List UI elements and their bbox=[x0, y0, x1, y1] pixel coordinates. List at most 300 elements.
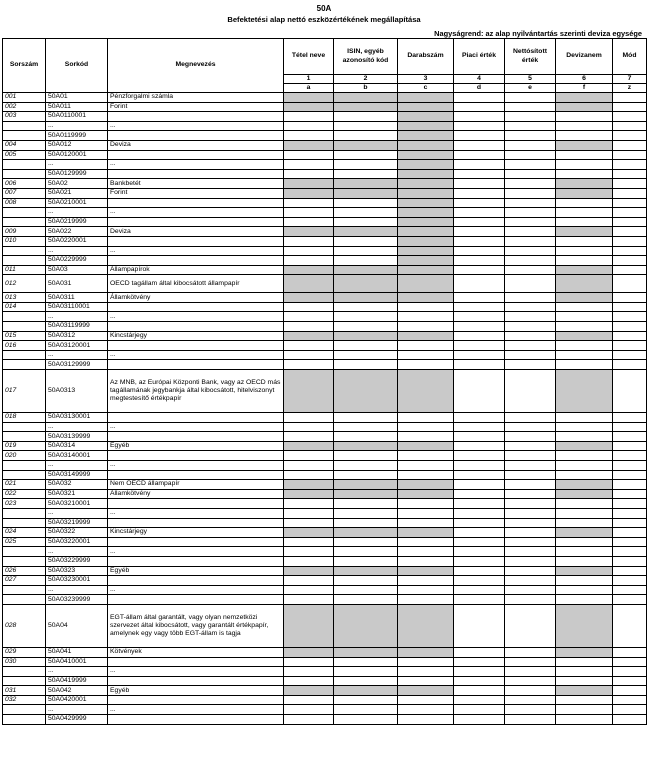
input-cell[interactable] bbox=[284, 508, 334, 518]
input-cell[interactable] bbox=[556, 705, 613, 715]
input-cell[interactable] bbox=[613, 179, 647, 189]
input-cell[interactable] bbox=[505, 150, 556, 160]
input-cell[interactable] bbox=[398, 576, 454, 586]
input-cell[interactable] bbox=[556, 518, 613, 528]
input-cell[interactable] bbox=[613, 499, 647, 509]
input-cell[interactable] bbox=[613, 236, 647, 246]
input-cell[interactable] bbox=[556, 236, 613, 246]
input-cell[interactable] bbox=[613, 169, 647, 179]
input-cell[interactable] bbox=[556, 695, 613, 705]
input-cell[interactable] bbox=[454, 585, 505, 595]
input-cell[interactable] bbox=[334, 547, 398, 557]
input-cell[interactable] bbox=[284, 198, 334, 208]
input-cell[interactable] bbox=[505, 518, 556, 528]
input-cell[interactable] bbox=[505, 647, 556, 657]
input-cell[interactable] bbox=[398, 667, 454, 677]
input-cell[interactable] bbox=[505, 121, 556, 131]
input-cell[interactable] bbox=[284, 451, 334, 461]
input-cell[interactable] bbox=[556, 595, 613, 605]
input-cell[interactable] bbox=[613, 480, 647, 490]
input-cell[interactable] bbox=[454, 312, 505, 322]
input-cell[interactable] bbox=[505, 169, 556, 179]
input-cell[interactable] bbox=[284, 585, 334, 595]
input-cell[interactable] bbox=[284, 350, 334, 360]
input-cell[interactable] bbox=[556, 537, 613, 547]
input-cell[interactable] bbox=[556, 422, 613, 432]
input-cell[interactable] bbox=[613, 360, 647, 370]
input-cell[interactable] bbox=[556, 350, 613, 360]
input-cell[interactable] bbox=[398, 432, 454, 442]
input-cell[interactable] bbox=[505, 208, 556, 218]
input-cell[interactable] bbox=[334, 576, 398, 586]
input-cell[interactable] bbox=[334, 208, 398, 218]
input-cell[interactable] bbox=[454, 265, 505, 275]
input-cell[interactable] bbox=[613, 695, 647, 705]
input-cell[interactable] bbox=[284, 556, 334, 566]
input-cell[interactable] bbox=[398, 585, 454, 595]
input-cell[interactable] bbox=[334, 256, 398, 266]
input-cell[interactable] bbox=[613, 93, 647, 103]
input-cell[interactable] bbox=[454, 188, 505, 198]
input-cell[interactable] bbox=[505, 246, 556, 256]
input-cell[interactable] bbox=[505, 676, 556, 686]
input-cell[interactable] bbox=[284, 537, 334, 547]
input-cell[interactable] bbox=[556, 150, 613, 160]
input-cell[interactable] bbox=[505, 422, 556, 432]
input-cell[interactable] bbox=[613, 461, 647, 471]
input-cell[interactable] bbox=[613, 140, 647, 150]
input-cell[interactable] bbox=[454, 93, 505, 103]
input-cell[interactable] bbox=[556, 322, 613, 332]
input-cell[interactable] bbox=[334, 695, 398, 705]
input-cell[interactable] bbox=[556, 547, 613, 557]
input-cell[interactable] bbox=[454, 169, 505, 179]
input-cell[interactable] bbox=[556, 585, 613, 595]
input-cell[interactable] bbox=[454, 489, 505, 499]
input-cell[interactable] bbox=[334, 302, 398, 312]
input-cell[interactable] bbox=[454, 331, 505, 341]
input-cell[interactable] bbox=[398, 470, 454, 480]
input-cell[interactable] bbox=[398, 547, 454, 557]
input-cell[interactable] bbox=[454, 217, 505, 227]
input-cell[interactable] bbox=[454, 480, 505, 490]
input-cell[interactable] bbox=[505, 102, 556, 112]
input-cell[interactable] bbox=[284, 150, 334, 160]
input-cell[interactable] bbox=[284, 112, 334, 122]
input-cell[interactable] bbox=[334, 217, 398, 227]
input-cell[interactable] bbox=[556, 112, 613, 122]
input-cell[interactable] bbox=[613, 312, 647, 322]
input-cell[interactable] bbox=[284, 657, 334, 667]
input-cell[interactable] bbox=[284, 518, 334, 528]
input-cell[interactable] bbox=[398, 451, 454, 461]
input-cell[interactable] bbox=[556, 667, 613, 677]
input-cell[interactable] bbox=[284, 595, 334, 605]
input-cell[interactable] bbox=[613, 246, 647, 256]
input-cell[interactable] bbox=[505, 312, 556, 322]
input-cell[interactable] bbox=[284, 131, 334, 141]
input-cell[interactable] bbox=[398, 537, 454, 547]
input-cell[interactable] bbox=[613, 256, 647, 266]
input-cell[interactable] bbox=[334, 432, 398, 442]
input-cell[interactable] bbox=[284, 246, 334, 256]
input-cell[interactable] bbox=[334, 112, 398, 122]
input-cell[interactable] bbox=[505, 131, 556, 141]
input-cell[interactable] bbox=[454, 322, 505, 332]
input-cell[interactable] bbox=[454, 499, 505, 509]
input-cell[interactable] bbox=[398, 360, 454, 370]
input-cell[interactable] bbox=[505, 112, 556, 122]
input-cell[interactable] bbox=[505, 451, 556, 461]
input-cell[interactable] bbox=[505, 265, 556, 275]
input-cell[interactable] bbox=[613, 131, 647, 141]
input-cell[interactable] bbox=[454, 293, 505, 303]
input-cell[interactable] bbox=[454, 179, 505, 189]
input-cell[interactable] bbox=[334, 236, 398, 246]
input-cell[interactable] bbox=[284, 360, 334, 370]
input-cell[interactable] bbox=[398, 676, 454, 686]
input-cell[interactable] bbox=[505, 188, 556, 198]
input-cell[interactable] bbox=[505, 293, 556, 303]
input-cell[interactable] bbox=[334, 451, 398, 461]
input-cell[interactable] bbox=[284, 208, 334, 218]
input-cell[interactable] bbox=[505, 432, 556, 442]
input-cell[interactable] bbox=[454, 432, 505, 442]
input-cell[interactable] bbox=[454, 657, 505, 667]
input-cell[interactable] bbox=[454, 667, 505, 677]
input-cell[interactable] bbox=[284, 695, 334, 705]
input-cell[interactable] bbox=[613, 341, 647, 351]
input-cell[interactable] bbox=[284, 236, 334, 246]
input-cell[interactable] bbox=[613, 331, 647, 341]
input-cell[interactable] bbox=[556, 217, 613, 227]
input-cell[interactable] bbox=[284, 413, 334, 423]
input-cell[interactable] bbox=[613, 528, 647, 538]
input-cell[interactable] bbox=[398, 715, 454, 725]
input-cell[interactable] bbox=[284, 217, 334, 227]
input-cell[interactable] bbox=[505, 322, 556, 332]
input-cell[interactable] bbox=[505, 537, 556, 547]
input-cell[interactable] bbox=[613, 595, 647, 605]
input-cell[interactable] bbox=[505, 556, 556, 566]
input-cell[interactable] bbox=[556, 256, 613, 266]
input-cell[interactable] bbox=[398, 695, 454, 705]
input-cell[interactable] bbox=[505, 585, 556, 595]
input-cell[interactable] bbox=[284, 499, 334, 509]
input-cell[interactable] bbox=[398, 302, 454, 312]
input-cell[interactable] bbox=[505, 695, 556, 705]
input-cell[interactable] bbox=[556, 312, 613, 322]
input-cell[interactable] bbox=[613, 657, 647, 667]
input-cell[interactable] bbox=[334, 341, 398, 351]
input-cell[interactable] bbox=[613, 188, 647, 198]
input-cell[interactable] bbox=[505, 480, 556, 490]
input-cell[interactable] bbox=[334, 470, 398, 480]
input-cell[interactable] bbox=[556, 246, 613, 256]
input-cell[interactable] bbox=[284, 667, 334, 677]
input-cell[interactable] bbox=[454, 528, 505, 538]
input-cell[interactable] bbox=[398, 413, 454, 423]
input-cell[interactable] bbox=[613, 432, 647, 442]
input-cell[interactable] bbox=[505, 461, 556, 471]
input-cell[interactable] bbox=[284, 121, 334, 131]
input-cell[interactable] bbox=[284, 676, 334, 686]
input-cell[interactable] bbox=[334, 585, 398, 595]
input-cell[interactable] bbox=[454, 302, 505, 312]
input-cell[interactable] bbox=[454, 341, 505, 351]
input-cell[interactable] bbox=[556, 198, 613, 208]
input-cell[interactable] bbox=[613, 275, 647, 293]
input-cell[interactable] bbox=[454, 604, 505, 647]
input-cell[interactable] bbox=[505, 140, 556, 150]
input-cell[interactable] bbox=[284, 312, 334, 322]
input-cell[interactable] bbox=[556, 470, 613, 480]
input-cell[interactable] bbox=[334, 518, 398, 528]
input-cell[interactable] bbox=[556, 556, 613, 566]
input-cell[interactable] bbox=[454, 647, 505, 657]
input-cell[interactable] bbox=[334, 537, 398, 547]
input-cell[interactable] bbox=[334, 705, 398, 715]
input-cell[interactable] bbox=[334, 595, 398, 605]
input-cell[interactable] bbox=[334, 160, 398, 170]
input-cell[interactable] bbox=[613, 441, 647, 451]
input-cell[interactable] bbox=[454, 695, 505, 705]
input-cell[interactable] bbox=[454, 566, 505, 576]
input-cell[interactable] bbox=[505, 160, 556, 170]
input-cell[interactable] bbox=[613, 537, 647, 547]
input-cell[interactable] bbox=[505, 350, 556, 360]
input-cell[interactable] bbox=[398, 499, 454, 509]
input-cell[interactable] bbox=[613, 112, 647, 122]
input-cell[interactable] bbox=[284, 432, 334, 442]
input-cell[interactable] bbox=[454, 275, 505, 293]
input-cell[interactable] bbox=[613, 227, 647, 237]
input-cell[interactable] bbox=[613, 566, 647, 576]
input-cell[interactable] bbox=[505, 179, 556, 189]
input-cell[interactable] bbox=[454, 461, 505, 471]
input-cell[interactable] bbox=[334, 150, 398, 160]
input-cell[interactable] bbox=[556, 302, 613, 312]
input-cell[interactable] bbox=[334, 121, 398, 131]
input-cell[interactable] bbox=[454, 208, 505, 218]
input-cell[interactable] bbox=[505, 217, 556, 227]
input-cell[interactable] bbox=[284, 547, 334, 557]
input-cell[interactable] bbox=[284, 160, 334, 170]
input-cell[interactable] bbox=[454, 198, 505, 208]
input-cell[interactable] bbox=[454, 508, 505, 518]
input-cell[interactable] bbox=[284, 715, 334, 725]
input-cell[interactable] bbox=[334, 556, 398, 566]
input-cell[interactable] bbox=[284, 302, 334, 312]
input-cell[interactable] bbox=[505, 566, 556, 576]
input-cell[interactable] bbox=[613, 422, 647, 432]
input-cell[interactable] bbox=[505, 256, 556, 266]
input-cell[interactable] bbox=[398, 312, 454, 322]
input-cell[interactable] bbox=[505, 715, 556, 725]
input-cell[interactable] bbox=[398, 341, 454, 351]
input-cell[interactable] bbox=[613, 150, 647, 160]
input-cell[interactable] bbox=[334, 246, 398, 256]
input-cell[interactable] bbox=[613, 370, 647, 413]
input-cell[interactable] bbox=[454, 715, 505, 725]
input-cell[interactable] bbox=[505, 198, 556, 208]
input-cell[interactable] bbox=[398, 518, 454, 528]
input-cell[interactable] bbox=[334, 715, 398, 725]
input-cell[interactable] bbox=[334, 422, 398, 432]
input-cell[interactable] bbox=[334, 657, 398, 667]
input-cell[interactable] bbox=[613, 121, 647, 131]
input-cell[interactable] bbox=[454, 676, 505, 686]
input-cell[interactable] bbox=[505, 508, 556, 518]
input-cell[interactable] bbox=[505, 528, 556, 538]
input-cell[interactable] bbox=[613, 451, 647, 461]
input-cell[interactable] bbox=[613, 217, 647, 227]
input-cell[interactable] bbox=[454, 236, 505, 246]
input-cell[interactable] bbox=[613, 322, 647, 332]
input-cell[interactable] bbox=[334, 360, 398, 370]
input-cell[interactable] bbox=[613, 413, 647, 423]
input-cell[interactable] bbox=[454, 518, 505, 528]
input-cell[interactable] bbox=[613, 302, 647, 312]
input-cell[interactable] bbox=[556, 715, 613, 725]
input-cell[interactable] bbox=[505, 499, 556, 509]
input-cell[interactable] bbox=[505, 705, 556, 715]
input-cell[interactable] bbox=[454, 451, 505, 461]
input-cell[interactable] bbox=[398, 595, 454, 605]
input-cell[interactable] bbox=[454, 576, 505, 586]
input-cell[interactable] bbox=[454, 112, 505, 122]
input-cell[interactable] bbox=[334, 461, 398, 471]
input-cell[interactable] bbox=[454, 360, 505, 370]
input-cell[interactable] bbox=[398, 322, 454, 332]
input-cell[interactable] bbox=[613, 518, 647, 528]
input-cell[interactable] bbox=[505, 236, 556, 246]
input-cell[interactable] bbox=[505, 686, 556, 696]
input-cell[interactable] bbox=[334, 499, 398, 509]
input-cell[interactable] bbox=[556, 121, 613, 131]
input-cell[interactable] bbox=[613, 576, 647, 586]
input-cell[interactable] bbox=[334, 169, 398, 179]
input-cell[interactable] bbox=[613, 547, 647, 557]
input-cell[interactable] bbox=[334, 198, 398, 208]
input-cell[interactable] bbox=[454, 370, 505, 413]
input-cell[interactable] bbox=[398, 461, 454, 471]
input-cell[interactable] bbox=[556, 169, 613, 179]
input-cell[interactable] bbox=[454, 595, 505, 605]
input-cell[interactable] bbox=[613, 556, 647, 566]
input-cell[interactable] bbox=[505, 441, 556, 451]
input-cell[interactable] bbox=[454, 350, 505, 360]
input-cell[interactable] bbox=[284, 169, 334, 179]
input-cell[interactable] bbox=[454, 686, 505, 696]
input-cell[interactable] bbox=[613, 715, 647, 725]
input-cell[interactable] bbox=[284, 705, 334, 715]
input-cell[interactable] bbox=[613, 705, 647, 715]
input-cell[interactable] bbox=[454, 227, 505, 237]
input-cell[interactable] bbox=[613, 208, 647, 218]
input-cell[interactable] bbox=[334, 131, 398, 141]
input-cell[interactable] bbox=[505, 341, 556, 351]
input-cell[interactable] bbox=[454, 556, 505, 566]
input-cell[interactable] bbox=[454, 131, 505, 141]
input-cell[interactable] bbox=[505, 93, 556, 103]
input-cell[interactable] bbox=[334, 667, 398, 677]
input-cell[interactable] bbox=[398, 705, 454, 715]
input-cell[interactable] bbox=[454, 470, 505, 480]
input-cell[interactable] bbox=[613, 508, 647, 518]
input-cell[interactable] bbox=[613, 604, 647, 647]
input-cell[interactable] bbox=[454, 160, 505, 170]
input-cell[interactable] bbox=[398, 657, 454, 667]
input-cell[interactable] bbox=[334, 322, 398, 332]
input-cell[interactable] bbox=[454, 705, 505, 715]
input-cell[interactable] bbox=[334, 508, 398, 518]
input-cell[interactable] bbox=[613, 647, 647, 657]
input-cell[interactable] bbox=[334, 413, 398, 423]
input-cell[interactable] bbox=[398, 508, 454, 518]
input-cell[interactable] bbox=[505, 576, 556, 586]
input-cell[interactable] bbox=[613, 667, 647, 677]
input-cell[interactable] bbox=[613, 198, 647, 208]
input-cell[interactable] bbox=[454, 547, 505, 557]
input-cell[interactable] bbox=[556, 131, 613, 141]
input-cell[interactable] bbox=[613, 265, 647, 275]
input-cell[interactable] bbox=[556, 508, 613, 518]
input-cell[interactable] bbox=[334, 312, 398, 322]
input-cell[interactable] bbox=[505, 275, 556, 293]
input-cell[interactable] bbox=[505, 547, 556, 557]
input-cell[interactable] bbox=[284, 256, 334, 266]
input-cell[interactable] bbox=[505, 470, 556, 480]
input-cell[interactable] bbox=[284, 422, 334, 432]
input-cell[interactable] bbox=[284, 470, 334, 480]
input-cell[interactable] bbox=[334, 350, 398, 360]
input-cell[interactable] bbox=[505, 604, 556, 647]
input-cell[interactable] bbox=[454, 150, 505, 160]
input-cell[interactable] bbox=[613, 350, 647, 360]
input-cell[interactable] bbox=[556, 499, 613, 509]
input-cell[interactable] bbox=[454, 256, 505, 266]
input-cell[interactable] bbox=[284, 461, 334, 471]
input-cell[interactable] bbox=[454, 140, 505, 150]
input-cell[interactable] bbox=[284, 341, 334, 351]
input-cell[interactable] bbox=[454, 413, 505, 423]
input-cell[interactable] bbox=[454, 422, 505, 432]
input-cell[interactable] bbox=[505, 595, 556, 605]
input-cell[interactable] bbox=[556, 676, 613, 686]
input-cell[interactable] bbox=[556, 413, 613, 423]
input-cell[interactable] bbox=[556, 208, 613, 218]
input-cell[interactable] bbox=[556, 657, 613, 667]
input-cell[interactable] bbox=[613, 470, 647, 480]
input-cell[interactable] bbox=[613, 293, 647, 303]
input-cell[interactable] bbox=[454, 102, 505, 112]
input-cell[interactable] bbox=[398, 556, 454, 566]
input-cell[interactable] bbox=[613, 686, 647, 696]
input-cell[interactable] bbox=[505, 227, 556, 237]
input-cell[interactable] bbox=[613, 676, 647, 686]
input-cell[interactable] bbox=[556, 451, 613, 461]
input-cell[interactable] bbox=[556, 461, 613, 471]
input-cell[interactable] bbox=[454, 121, 505, 131]
input-cell[interactable] bbox=[284, 322, 334, 332]
input-cell[interactable] bbox=[454, 246, 505, 256]
input-cell[interactable] bbox=[613, 160, 647, 170]
input-cell[interactable] bbox=[505, 360, 556, 370]
input-cell[interactable] bbox=[505, 331, 556, 341]
input-cell[interactable] bbox=[505, 657, 556, 667]
input-cell[interactable] bbox=[505, 667, 556, 677]
